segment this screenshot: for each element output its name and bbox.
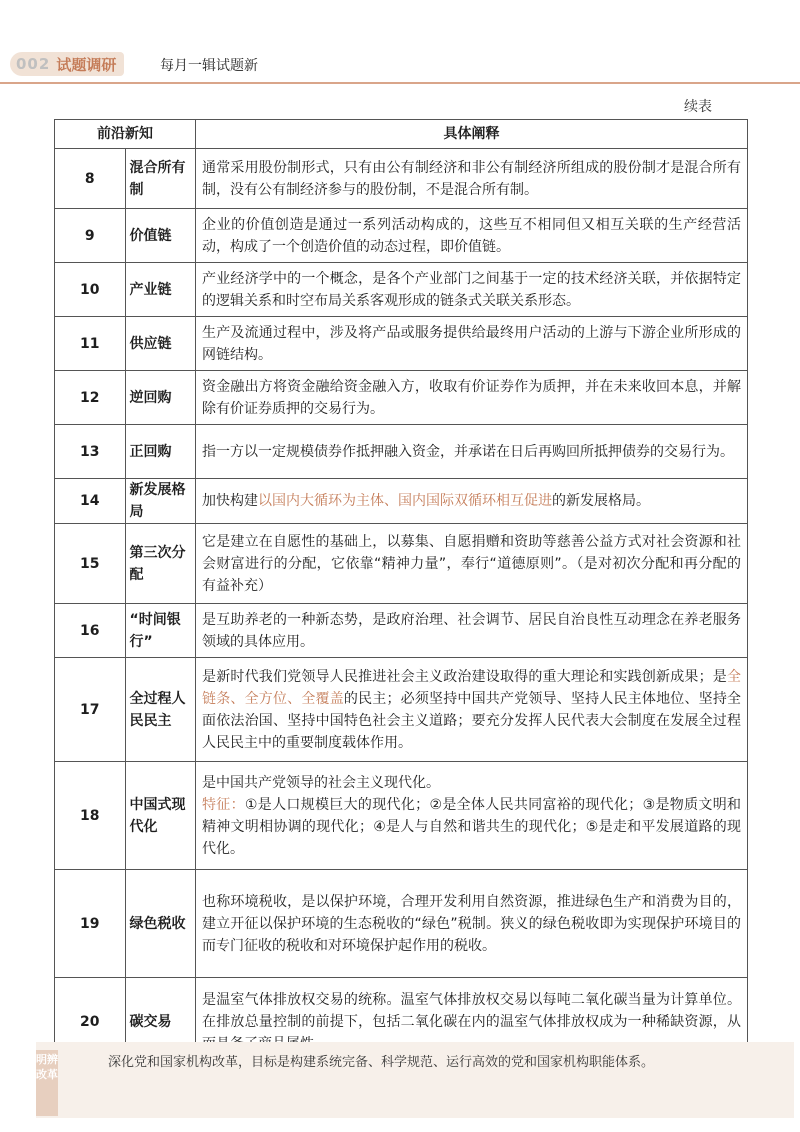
table-row — [55, 317, 748, 371]
continued-label: 续表 — [684, 99, 712, 115]
row-number: 8 — [55, 149, 126, 209]
desc-text: 的民主；必须坚持中国共产党领导、坚持人民主体地位、坚持全面依法治国、坚持中国特色社会主义道路；要充分发挥人民代表大会制度在发展全过程人民民主中的重要制度载体作用。 — [202, 690, 742, 751]
section-title: 试题调研 — [56, 55, 117, 74]
footer-text: 深化党和国家机构改革，目标是构建系统完备、科学规范、运行高效的党和国家机构职能体系。 — [108, 1055, 655, 1070]
term-description: 企业的价值创造是通过一系列活动构成的，这些互不相同但又相互关联的生产经营活动，构成了一个创造价值的动态过程，即价值链。 — [196, 209, 748, 263]
table-row — [55, 658, 748, 762]
term-description — [196, 658, 748, 762]
row-number: 18 — [55, 762, 126, 870]
term-name: 碳交易 — [125, 978, 196, 1066]
term-name: 新发展格局 — [125, 479, 196, 524]
row-number: 9 — [55, 209, 126, 263]
term-name: 逆回购 — [125, 371, 196, 425]
row-number: 15 — [55, 524, 126, 604]
table-header-row — [55, 120, 748, 149]
term-name: 产业链 — [125, 263, 196, 317]
term-description: 通常采用股份制形式，只有由公有制经济和非公有制经济所组成的股份制才是混合所有制，没有公有制经济参与的股份制，不是混合所有制。 — [196, 149, 748, 209]
table-row — [55, 479, 748, 524]
term-description: 也称环境税收，是以保护环境，合理开发利用自然资源，推进绿色生产和消费为目的，建立开征以保护环境的生态税收的“绿色”税制。狭义的绿色税收即为实现保护环境目的而专门征收的税收和对环境保护起作用的税收。 — [196, 870, 748, 978]
desc-text: ①是人口规模巨大的现代化；②是全体人民共同富裕的现代化；③是物质文明和精神文明相协调的现代化；④是人与自然和谐共生的现代化；⑤是走和平发展道路的现代化。 — [202, 796, 741, 857]
term-name: 供应链 — [125, 317, 196, 371]
term-name: 中国式现代化 — [125, 762, 196, 870]
term-name: 价值链 — [125, 209, 196, 263]
row-number: 10 — [55, 263, 126, 317]
table-row — [55, 263, 748, 317]
table-row — [55, 524, 748, 604]
column-header-description: 具体阐释 — [196, 120, 748, 149]
term-name: 混合所有制 — [125, 149, 196, 209]
row-number: 14 — [55, 479, 126, 524]
column-header-term: 前沿新知 — [55, 120, 196, 149]
page-number: 002 — [16, 55, 51, 73]
term-name: 全过程人民民主 — [125, 658, 196, 762]
desc-highlight: 全链条、全方位、全覆盖 — [202, 668, 741, 707]
row-number: 20 — [55, 978, 126, 1066]
table-row — [55, 149, 748, 209]
table-row — [55, 371, 748, 425]
header-subtitle: 每月一辑试题新 — [160, 58, 258, 74]
page-header — [0, 44, 800, 84]
desc-text: 的新发展格局。 — [552, 493, 650, 509]
term-description — [196, 479, 748, 524]
desc-highlight: 以国内大循环为主体、国内国际双循环相互促进 — [258, 493, 552, 509]
desc-text: 是新时代我们党领导人民推进社会主义政治建设取得的重大理论和实践创新成果；是 — [202, 668, 727, 685]
section-badge — [10, 52, 124, 76]
row-number: 13 — [55, 425, 126, 479]
term-description: 指一方以一定规模债券作抵押融入资金，并承诺在日后再购回所抵押债券的交易行为。 — [196, 425, 748, 479]
table-row — [55, 209, 748, 263]
term-description: 是温室气体排放权交易的统称。温室气体排放权交易以每吨二氧化碳当量为计算单位。在排放总量控制的前提下，包括二氧化碳在内的温室气体排放权成为一种稀缺资源，从 — [196, 978, 748, 1066]
term-name: 绿色税收 — [125, 870, 196, 978]
row-number: 12 — [55, 371, 126, 425]
term-description: 生产及流通过程中，涉及将产品或服务提供给最终用户活动的上游与下游企业所形成的网链结构。 — [196, 317, 748, 371]
term-description — [196, 762, 748, 870]
term-description: 资金融出方将资金融给资金融入方，收取有价证券作为质押，并在未来收回本息，并解除有价证券质押的交易行为。 — [196, 371, 748, 425]
row-number: 17 — [55, 658, 126, 762]
term-name: 第三次分配 — [125, 524, 196, 604]
table-row — [55, 762, 748, 870]
term-description: 是互助养老的一种新态势，是政府治理、社会调节、居民自治良性互动理念在养老服务领域的具体应用。 — [196, 604, 748, 658]
table-row — [55, 425, 748, 479]
term-description: 产业经济学中的一个概念，是各个产业部门之间基于一定的技术经济关联，并依据特定的逻辑关系和时空布局关系客观形成的链条式关联关系形态。 — [196, 263, 748, 317]
footer-note — [36, 1042, 794, 1118]
desc-text: 加快构建 — [202, 493, 258, 509]
footer-tag: 明辨改革 — [36, 1050, 58, 1116]
term-name: “时间银行” — [125, 604, 196, 658]
row-number: 19 — [55, 870, 126, 978]
row-number: 16 — [55, 604, 126, 658]
table-row — [55, 870, 748, 978]
table-row — [55, 604, 748, 658]
desc-highlight: 特征： — [202, 796, 245, 813]
term-name: 正回购 — [125, 425, 196, 479]
row-number: 11 — [55, 317, 126, 371]
desc-line: 是中国共产党领导的社会主义现代化。 — [202, 774, 440, 791]
terms-table — [54, 119, 748, 1066]
term-description: 它是建立在自愿性的基础上，以募集、自愿捐赠和资助等慈善公益方式对社会资源和社会财富进行的分配，它依靠“精神力量”，奉行“道德原则”。（是对初次分配和再分配的有益补充） — [196, 524, 748, 604]
